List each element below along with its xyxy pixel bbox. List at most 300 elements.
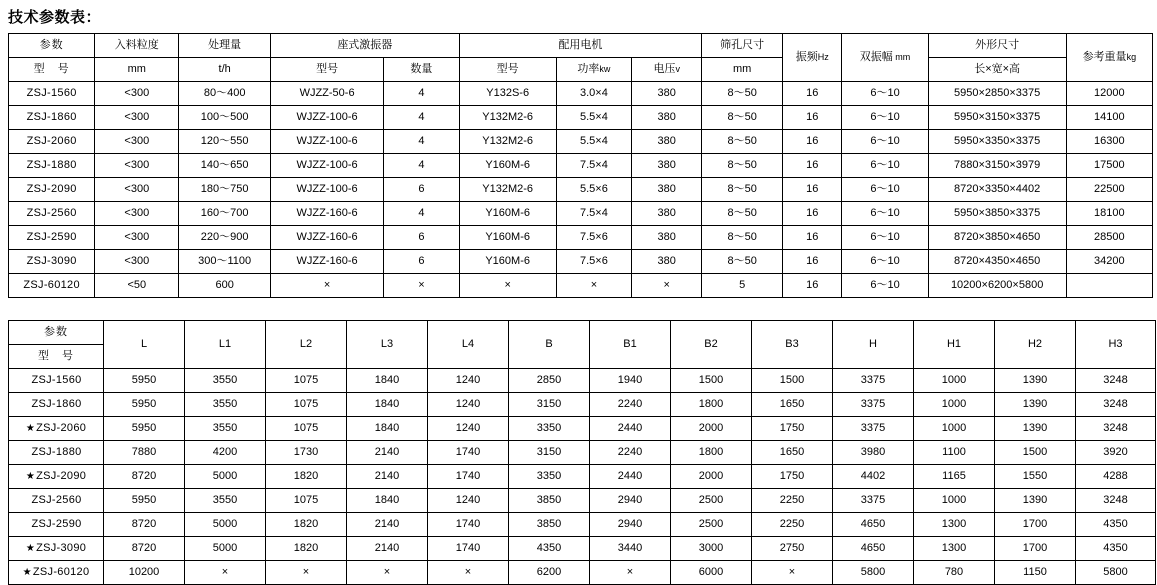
dims-header-L1: L1	[185, 321, 266, 369]
spec-cell-feed: <50	[95, 274, 179, 298]
dims-cell-model	[9, 465, 104, 489]
spec-cell-capacity: 140～650	[179, 154, 271, 178]
spec-cell-mesh: 8～50	[702, 82, 783, 106]
dims-cell-L2: 1075	[266, 369, 347, 393]
dims-cell-H2: 1150	[995, 561, 1076, 585]
dims-cell-L4: 1240	[428, 393, 509, 417]
spec-header-overall-size: 外形尺寸	[928, 34, 1066, 58]
dims-cell-L4: 1240	[428, 417, 509, 441]
spec-cell-dimensions: 10200×6200×5800	[928, 274, 1066, 298]
dims-cell-B3: 1650	[752, 393, 833, 417]
table-row	[9, 130, 1153, 154]
dims-model-label: ZSJ-1560	[31, 374, 82, 387]
spec-header-amplitude-unit: mm	[895, 52, 911, 63]
spec-header-feed-size: 入料粒度	[95, 34, 179, 58]
spec-cell-feed: <300	[95, 106, 179, 130]
dims-cell-L2: 1075	[266, 489, 347, 513]
dims-cell-L4: 1740	[428, 441, 509, 465]
dims-cell-H: 3375	[833, 369, 914, 393]
dims-cell-H1: 1100	[914, 441, 995, 465]
dims-cell-B: 3150	[509, 441, 590, 465]
dims-cell-L1: 3550	[185, 489, 266, 513]
spec-header-feed-size-unit: mm	[95, 58, 179, 82]
dims-cell-L1: 5000	[185, 513, 266, 537]
dims-cell-B1: ×	[590, 561, 671, 585]
spec-cell-dimensions: 5950×2850×3375	[928, 82, 1066, 106]
dims-cell-B: 4350	[509, 537, 590, 561]
dims-cell-H3: 4350	[1076, 537, 1156, 561]
spec-cell-feed: <300	[95, 130, 179, 154]
dims-cell-H: 3375	[833, 417, 914, 441]
spec-cell-exciter-model: WJZZ-160-6	[270, 226, 383, 250]
dims-cell-H1: 1000	[914, 489, 995, 513]
table-spacer	[6, 298, 1151, 320]
dims-cell-B2: 1500	[671, 369, 752, 393]
spec-cell-voltage: 380	[632, 202, 702, 226]
table-row	[9, 537, 1156, 561]
dims-cell-H: 3375	[833, 393, 914, 417]
spec-cell-weight	[1066, 274, 1152, 298]
dims-header-L: L	[104, 321, 185, 369]
spec-cell-mesh: 8～50	[702, 202, 783, 226]
dims-model-label: ZSJ-2090	[36, 470, 87, 483]
dims-cell-H3: 4288	[1076, 465, 1156, 489]
spec-cell-power: 5.5×4	[556, 130, 631, 154]
dims-cell-B2: 2500	[671, 513, 752, 537]
dims-cell-B: 3150	[509, 393, 590, 417]
table-row	[9, 465, 1156, 489]
spec-cell-exciter-model: WJZZ-50-6	[270, 82, 383, 106]
dims-cell-B3: 2250	[752, 513, 833, 537]
table-row	[9, 561, 1156, 585]
dims-header-B3: B3	[752, 321, 833, 369]
dims-cell-H3: 3248	[1076, 489, 1156, 513]
dims-cell-model	[9, 489, 104, 513]
dims-cell-B3: 2750	[752, 537, 833, 561]
spec-cell-amplitude: 6～10	[842, 178, 928, 202]
dims-cell-L: 8720	[104, 513, 185, 537]
dims-cell-B3: 1650	[752, 441, 833, 465]
spec-cell-exciter-qty: 4	[384, 130, 459, 154]
dims-header-L4: L4	[428, 321, 509, 369]
dims-cell-model	[9, 393, 104, 417]
spec-cell-capacity: 160～700	[179, 202, 271, 226]
spec-cell-motor-model: Y160M-6	[459, 250, 556, 274]
spec-cell-voltage: 380	[632, 106, 702, 130]
spec-cell-weight: 28500	[1066, 226, 1152, 250]
table-row	[9, 393, 1156, 417]
dims-cell-H2: 1390	[995, 489, 1076, 513]
table-row	[9, 417, 1156, 441]
dims-cell-L: 10200	[104, 561, 185, 585]
dims-header-B2: B2	[671, 321, 752, 369]
spec-cell-freq: 16	[783, 202, 842, 226]
dims-model-label: ZSJ-60120	[32, 566, 90, 579]
spec-cell-dimensions: 5950×3850×3375	[928, 202, 1066, 226]
spec-cell-voltage: 380	[632, 82, 702, 106]
dims-cell-L4: ×	[428, 561, 509, 585]
table-row	[9, 82, 1153, 106]
spec-cell-mesh: 8～50	[702, 130, 783, 154]
dims-cell-H3: 5800	[1076, 561, 1156, 585]
table-row	[9, 441, 1156, 465]
dims-cell-H3: 3248	[1076, 369, 1156, 393]
spec-cell-motor-model: Y160M-6	[459, 154, 556, 178]
dims-cell-L: 5950	[104, 417, 185, 441]
spec-cell-dimensions: 8720×3850×4650	[928, 226, 1066, 250]
dims-cell-B2: 3000	[671, 537, 752, 561]
spec-header-motor: 配用电机	[459, 34, 702, 58]
dims-cell-H: 3375	[833, 489, 914, 513]
spec-cell-freq: 16	[783, 82, 842, 106]
dims-cell-B3: 1750	[752, 417, 833, 441]
dimensions-table	[8, 320, 1156, 585]
spec-header-row-1	[9, 34, 1153, 58]
dims-cell-L3: 2140	[347, 537, 428, 561]
dims-cell-H2: 1700	[995, 537, 1076, 561]
dims-cell-H1: 1000	[914, 417, 995, 441]
dims-cell-H1: 1000	[914, 393, 995, 417]
spec-header-weight-label: 参考重量	[1082, 51, 1127, 64]
dims-cell-L: 5950	[104, 393, 185, 417]
dims-cell-L: 8720	[104, 465, 185, 489]
dims-cell-B1: 1940	[590, 369, 671, 393]
spec-header-motor-voltage-label: 电压	[653, 63, 676, 76]
spec-cell-voltage: 380	[632, 226, 702, 250]
dims-cell-H2: 1390	[995, 393, 1076, 417]
dims-cell-H3: 3248	[1076, 417, 1156, 441]
spec-header-amplitude	[842, 34, 928, 82]
dims-cell-H: 5800	[833, 561, 914, 585]
spec-cell-voltage: 380	[632, 178, 702, 202]
dims-cell-H1: 1000	[914, 369, 995, 393]
spec-cell-feed: <300	[95, 250, 179, 274]
spec-cell-motor-model: Y160M-6	[459, 202, 556, 226]
spec-cell-exciter-qty: 6	[384, 250, 459, 274]
spec-cell-motor-model: Y160M-6	[459, 226, 556, 250]
spec-cell-amplitude: 6～10	[842, 106, 928, 130]
dims-model-label: ZSJ-2560	[31, 494, 82, 507]
spec-header-motor-power-unit: kw	[599, 64, 611, 75]
spec-cell-amplitude: 6～10	[842, 250, 928, 274]
spec-header-param: 参数	[9, 34, 95, 58]
dims-cell-L2: 1730	[266, 441, 347, 465]
dims-cell-L2: 1075	[266, 417, 347, 441]
dims-cell-model	[9, 513, 104, 537]
spec-header-mesh-size-unit: mm	[702, 58, 783, 82]
spec-cell-dimensions: 5950×3350×3375	[928, 130, 1066, 154]
spec-header-mesh-size: 筛孔尺寸	[702, 34, 783, 58]
spec-cell-mesh: 8～50	[702, 178, 783, 202]
table-row	[9, 513, 1156, 537]
spec-cell-voltage: ×	[632, 274, 702, 298]
dims-cell-L3: 1840	[347, 417, 428, 441]
dims-cell-B1: 2240	[590, 393, 671, 417]
spec-cell-mesh: 8～50	[702, 154, 783, 178]
spec-cell-weight: 16300	[1066, 130, 1152, 154]
dims-cell-L: 5950	[104, 489, 185, 513]
dims-cell-L1: 3550	[185, 417, 266, 441]
spec-cell-mesh: 8～50	[702, 106, 783, 130]
dims-cell-B: 3850	[509, 489, 590, 513]
dims-cell-B3: 1500	[752, 369, 833, 393]
spec-cell-capacity: 600	[179, 274, 271, 298]
dims-cell-B2: 2000	[671, 465, 752, 489]
table-row	[9, 250, 1153, 274]
spec-cell-voltage: 380	[632, 250, 702, 274]
spec-cell-model: ZSJ-1560	[9, 82, 95, 106]
star-icon: ★	[22, 567, 32, 579]
spec-cell-voltage: 380	[632, 130, 702, 154]
spec-cell-power: 3.0×4	[556, 82, 631, 106]
dims-header-L3: L3	[347, 321, 428, 369]
spec-cell-power: 7.5×6	[556, 250, 631, 274]
spec-header-amplitude-label: 双振幅	[859, 51, 893, 64]
dims-cell-L3: 2140	[347, 513, 428, 537]
spec-cell-freq: 16	[783, 130, 842, 154]
spec-cell-amplitude: 6～10	[842, 130, 928, 154]
spec-cell-capacity: 120～550	[179, 130, 271, 154]
dims-header-H: H	[833, 321, 914, 369]
spec-cell-weight: 18100	[1066, 202, 1152, 226]
spec-cell-motor-model: Y132M2-6	[459, 130, 556, 154]
spec-cell-capacity: 300～1100	[179, 250, 271, 274]
spec-cell-exciter-model: WJZZ-100-6	[270, 130, 383, 154]
spec-header-motor-power-label: 功率	[577, 63, 600, 76]
spec-cell-weight: 22500	[1066, 178, 1152, 202]
dims-header-H1: H1	[914, 321, 995, 369]
spec-header-overall-size-detail: 长×宽×高	[928, 58, 1066, 82]
spec-cell-exciter-model: ×	[270, 274, 383, 298]
spec-cell-dimensions: 7880×3150×3979	[928, 154, 1066, 178]
spec-cell-freq: 16	[783, 178, 842, 202]
dims-cell-B1: 2240	[590, 441, 671, 465]
spec-cell-exciter-model: WJZZ-100-6	[270, 154, 383, 178]
dims-cell-model	[9, 537, 104, 561]
dims-cell-L3: 2140	[347, 465, 428, 489]
dims-cell-L2: ×	[266, 561, 347, 585]
spec-cell-capacity: 180～750	[179, 178, 271, 202]
spec-cell-dimensions: 5950×3150×3375	[928, 106, 1066, 130]
dims-cell-H3: 3248	[1076, 393, 1156, 417]
spec-cell-amplitude: 6～10	[842, 82, 928, 106]
spec-cell-model: ZSJ-1880	[9, 154, 95, 178]
star-icon: ★	[25, 423, 36, 435]
spec-header-exciter-qty: 数量	[384, 58, 459, 82]
dims-cell-L: 8720	[104, 537, 185, 561]
dims-cell-B2: 2500	[671, 489, 752, 513]
dims-cell-H1: 1300	[914, 537, 995, 561]
spec-header-model: 型 号	[9, 58, 95, 82]
dims-cell-H1: 1165	[914, 465, 995, 489]
spec-cell-motor-model: ×	[459, 274, 556, 298]
dims-cell-model	[9, 561, 104, 585]
dims-cell-B1: 2440	[590, 465, 671, 489]
table-row	[9, 274, 1153, 298]
dims-cell-L1: ×	[185, 561, 266, 585]
spec-cell-amplitude: 6～10	[842, 154, 928, 178]
dims-cell-model	[9, 441, 104, 465]
spec-cell-model: ZSJ-1860	[9, 106, 95, 130]
table-row	[9, 178, 1153, 202]
spec-cell-exciter-qty: 4	[384, 106, 459, 130]
spec-cell-voltage: 380	[632, 154, 702, 178]
spec-cell-model: ZSJ-2560	[9, 202, 95, 226]
dims-header-model: 型 号	[9, 345, 104, 369]
dims-cell-L3: ×	[347, 561, 428, 585]
table-row	[9, 369, 1156, 393]
table-row	[9, 202, 1153, 226]
spec-header-frequency-unit: Hz	[817, 52, 829, 63]
dims-model-label: ZSJ-2590	[31, 518, 82, 531]
dims-model-label: ZSJ-3090	[36, 542, 87, 555]
table-row	[9, 226, 1153, 250]
dims-header-H2: H2	[995, 321, 1076, 369]
dims-cell-B1: 2940	[590, 513, 671, 537]
dims-cell-L1: 3550	[185, 369, 266, 393]
spec-cell-mesh: 8～50	[702, 226, 783, 250]
spec-cell-freq: 16	[783, 250, 842, 274]
spec-cell-power: 5.5×6	[556, 178, 631, 202]
dims-cell-L2: 1820	[266, 513, 347, 537]
dims-cell-L3: 1840	[347, 489, 428, 513]
spec-cell-exciter-model: WJZZ-160-6	[270, 250, 383, 274]
table-row	[9, 489, 1156, 513]
spec-cell-exciter-qty: 6	[384, 178, 459, 202]
star-icon: ★	[25, 471, 36, 483]
spec-cell-exciter-model: WJZZ-100-6	[270, 106, 383, 130]
spec-cell-motor-model: Y132M2-6	[459, 178, 556, 202]
spec-header-motor-power	[556, 58, 631, 82]
spec-cell-freq: 16	[783, 154, 842, 178]
spec-cell-feed: <300	[95, 82, 179, 106]
dims-header-B: B	[509, 321, 590, 369]
spec-cell-weight: 14100	[1066, 106, 1152, 130]
spec-header-motor-voltage-unit: v	[675, 64, 680, 75]
dims-header-param: 参数	[9, 321, 104, 345]
dims-cell-L1: 5000	[185, 537, 266, 561]
spec-header-row-2	[9, 58, 1153, 82]
spec-cell-capacity: 220～900	[179, 226, 271, 250]
spec-header-frequency-label: 振频	[795, 51, 818, 64]
spec-cell-freq: 16	[783, 226, 842, 250]
dims-cell-B3: 1750	[752, 465, 833, 489]
dims-cell-model	[9, 369, 104, 393]
dims-cell-B2: 1800	[671, 393, 752, 417]
specifications-table	[8, 33, 1153, 298]
dims-cell-L1: 4200	[185, 441, 266, 465]
dims-cell-H1: 1300	[914, 513, 995, 537]
dims-cell-L4: 1740	[428, 537, 509, 561]
dims-cell-B1: 2440	[590, 417, 671, 441]
dims-cell-B: 3850	[509, 513, 590, 537]
dims-header-row-1	[9, 321, 1156, 345]
spec-cell-freq: 16	[783, 106, 842, 130]
dims-model-label: ZSJ-1880	[31, 446, 82, 459]
spec-header-weight	[1066, 34, 1152, 82]
spec-cell-capacity: 100～500	[179, 106, 271, 130]
dims-cell-L2: 1820	[266, 465, 347, 489]
spec-header-weight-unit: kg	[1126, 52, 1137, 63]
dims-header-H3: H3	[1076, 321, 1156, 369]
dims-model-label: ZSJ-1860	[31, 398, 82, 411]
table-row	[9, 154, 1153, 178]
spec-cell-exciter-qty: 6	[384, 226, 459, 250]
spec-cell-dimensions: 8720×4350×4650	[928, 250, 1066, 274]
spec-header-exciter: 座式激振器	[270, 34, 459, 58]
dims-cell-L: 7880	[104, 441, 185, 465]
dims-cell-H: 4650	[833, 537, 914, 561]
dims-header-B1: B1	[590, 321, 671, 369]
dims-cell-B: 3350	[509, 417, 590, 441]
dims-cell-L2: 1075	[266, 393, 347, 417]
dims-cell-model	[9, 417, 104, 441]
dims-cell-H2: 1550	[995, 465, 1076, 489]
spec-cell-amplitude: 6～10	[842, 274, 928, 298]
spec-header-capacity-unit: t/h	[179, 58, 271, 82]
dims-cell-B: 6200	[509, 561, 590, 585]
dims-cell-L4: 1240	[428, 369, 509, 393]
spec-cell-freq: 16	[783, 274, 842, 298]
spec-cell-exciter-qty: 4	[384, 202, 459, 226]
spec-cell-exciter-qty: 4	[384, 154, 459, 178]
dims-cell-L3: 2140	[347, 441, 428, 465]
spec-cell-weight: 12000	[1066, 82, 1152, 106]
spec-cell-amplitude: 6～10	[842, 226, 928, 250]
spec-cell-feed: <300	[95, 178, 179, 202]
spec-cell-power: 7.5×6	[556, 226, 631, 250]
dims-cell-B2: 6000	[671, 561, 752, 585]
dims-cell-H3: 4350	[1076, 513, 1156, 537]
spec-cell-exciter-qty: ×	[384, 274, 459, 298]
dims-cell-B3: 2250	[752, 489, 833, 513]
dims-model-label: ZSJ-2060	[36, 422, 87, 435]
spec-cell-weight: 17500	[1066, 154, 1152, 178]
spec-cell-capacity: 80～400	[179, 82, 271, 106]
dims-cell-B1: 3440	[590, 537, 671, 561]
dims-cell-L3: 1840	[347, 369, 428, 393]
spec-cell-mesh: 8～50	[702, 250, 783, 274]
dims-cell-L: 5950	[104, 369, 185, 393]
dims-header-L2: L2	[266, 321, 347, 369]
dims-cell-B2: 1800	[671, 441, 752, 465]
dims-cell-L4: 1240	[428, 489, 509, 513]
spec-cell-power: 7.5×4	[556, 154, 631, 178]
dims-cell-B1: 2940	[590, 489, 671, 513]
spec-cell-feed: <300	[95, 226, 179, 250]
spec-cell-power: 5.5×4	[556, 106, 631, 130]
spec-cell-amplitude: 6～10	[842, 202, 928, 226]
table-row	[9, 106, 1153, 130]
spec-cell-exciter-model: WJZZ-100-6	[270, 178, 383, 202]
spec-cell-power: 7.5×4	[556, 202, 631, 226]
spec-header-motor-voltage	[632, 58, 702, 82]
spec-header-motor-model: 型号	[459, 58, 556, 82]
dims-cell-B2: 2000	[671, 417, 752, 441]
dims-cell-H2: 1390	[995, 417, 1076, 441]
dims-cell-H2: 1390	[995, 369, 1076, 393]
dims-cell-L4: 1740	[428, 513, 509, 537]
dims-cell-H1: 780	[914, 561, 995, 585]
dims-cell-B3: ×	[752, 561, 833, 585]
spec-cell-mesh: 5	[702, 274, 783, 298]
spec-cell-model: ZSJ-2590	[9, 226, 95, 250]
page-title: 技术参数表：	[8, 9, 102, 26]
spec-cell-weight: 34200	[1066, 250, 1152, 274]
dims-cell-H: 3980	[833, 441, 914, 465]
spec-header-exciter-model: 型号	[270, 58, 383, 82]
spec-cell-model: ZSJ-2090	[9, 178, 95, 202]
